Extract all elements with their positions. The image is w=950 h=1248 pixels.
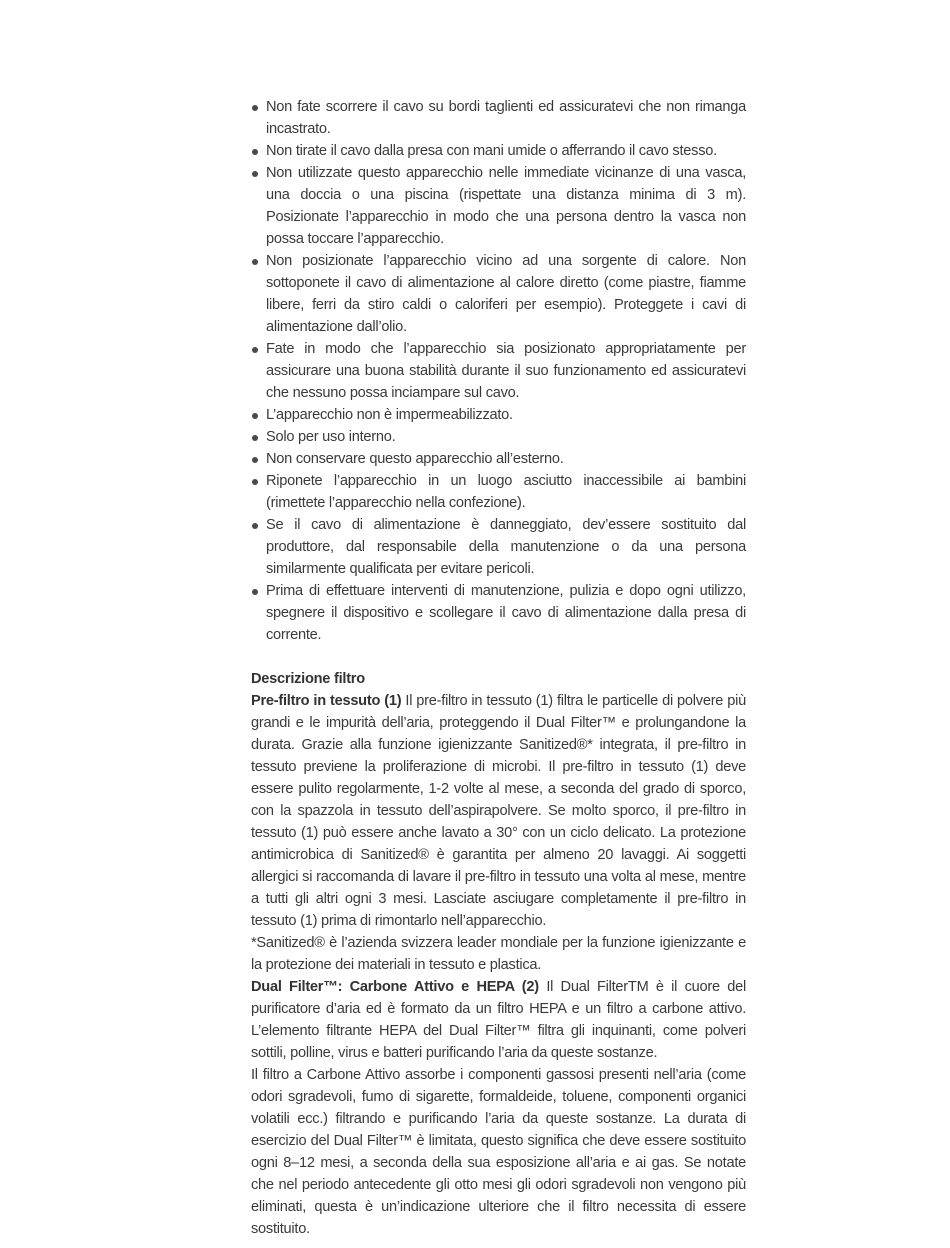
list-item xyxy=(251,404,746,426)
sanitized-footnote: *Sanitized® è l’azienda svizzera leader mondiale per la funzione igienizzante e la protezione dei materiali in tessuto e plastica. xyxy=(251,935,746,973)
dual-filter-heading: Dual Filter™: Carbone Attivo e HEPA (2) xyxy=(251,979,539,995)
list-item-text: L’apparecchio non è impermeabilizzato. xyxy=(266,407,513,423)
prefilter-heading: Pre-filtro in tessuto (1) xyxy=(251,693,402,709)
list-item xyxy=(251,514,746,580)
list-item xyxy=(251,580,746,646)
carbon-filter-paragraph: Il filtro a Carbone Attivo assorbe i componenti gassosi presenti nell’aria (come odori sgradevoli, fumo di sigarette, formaldeide, toluene, componenti organici volatili ecc.) filtrando e purificando l’aria da queste sostanze. La durata di esercizio del Dual Filter™ è limitata, questo significa che deve essere sostituito ogni 8–12 mesi, a seconda della sua esposizione all’aria e ai gas. Se notate che nel periodo antecedente gli otto mesi gli odori sgradevoli non vengono più eliminati, questa è un’indicazione ulteriore che il filtro necessita di essere sostituito. xyxy=(251,1067,746,1237)
bullet-icon xyxy=(252,347,258,353)
prefilter-text: Il pre-filtro in tessuto (1) filtra le particelle di polvere più grandi e le impurità dell’aria, proteggendo il Dual Filter™ e prolungandone la durata. Grazie alla funzione igienizzante Sanitized®* integrata, il pre-filtro in tessuto previene la proliferazione di microbi. Il pre-filtro in tessuto (1) deve essere pulito regolarmente, 1-2 volte al mese, a seconda del grado di sporco, con la spazzola in tessuto dell’aspirapolvere. Se molto sporco, il pre-filtro in tessuto (1) può essere anche lavato a 30° con un ciclo delicato. La protezione antimicrobica di Sanitized® è garantita per almeno 20 lavaggi. Ai soggetti allergici si raccomanda di lavare il pre-filtro in tessuto una volta al mese, mentre a tutti gli altri ogni 3 mesi. Lasciate asciugare completamente il pre-filtro in tessuto (1) prima di rimontarlo nell’apparecchio. xyxy=(251,693,746,929)
bullet-icon xyxy=(252,105,258,111)
list-item xyxy=(251,470,746,514)
list-item-text: Non fate scorrere il cavo su bordi taglienti ed assicuratevi che non rimanga incastrato. xyxy=(266,99,746,137)
list-item-text: Non conservare questo apparecchio all’esterno. xyxy=(266,451,564,467)
dual-filter-text: Il Dual FilterTM è il cuore del purificatore d’aria ed è formato da un filtro HEPA e un filtro a carbone attivo. L’elemento filtrante HEPA del Dual Filter™ filtra gli inquinanti, come polveri sottili, polline, virus e batteri purificando l’aria da queste sostanze. xyxy=(251,979,746,1061)
list-item-text: Non utilizzate questo apparecchio nelle immediate vicinanze di una vasca, una doccia o una piscina (rispettate una distanza minima di 3 m). Posizionate l’apparecchio in modo che una persona dentro la vasca non possa toccare l’apparecchio. xyxy=(266,165,746,247)
list-item-text: Non posizionate l’apparecchio vicino ad una sorgente di calore. Non sottoponete il cavo di alimentazione al calore diretto (come piastre, fiamme libere, ferri da stiro caldi o caloriferi per esempio). Proteggete i cavi di alimentazione dall’olio. xyxy=(266,253,746,335)
list-item xyxy=(251,250,746,338)
document-page xyxy=(251,96,746,1240)
list-item-text: Fate in modo che l’apparecchio sia posizionato appropriatamente per assicurare una buona stabilità durante il suo funzionamento ed assicuratevi che nessuno possa inciampare sul cavo. xyxy=(266,341,746,401)
list-item-text: Riponete l’apparecchio in un luogo asciutto inaccessibile ai bambini (rimettete l’apparecchio nella confezione). xyxy=(266,473,746,511)
bullet-icon xyxy=(252,457,258,463)
prefilter-paragraph xyxy=(251,690,746,932)
list-item xyxy=(251,426,746,448)
list-item-text: Solo per uso interno. xyxy=(266,429,396,445)
safety-bullet-list xyxy=(251,96,746,646)
list-item xyxy=(251,140,746,162)
bullet-icon xyxy=(252,149,258,155)
list-item xyxy=(251,448,746,470)
list-item-text: Se il cavo di alimentazione è danneggiato, dev’essere sostituito dal produttore, dal responsabile della manutenzione o da una persona similarmente qualificata per evitare pericoli. xyxy=(266,517,746,577)
list-item xyxy=(251,96,746,140)
bullet-icon xyxy=(252,171,258,177)
bullet-icon xyxy=(252,523,258,529)
section-spacer xyxy=(251,646,746,668)
list-item-text: Prima di effettuare interventi di manutenzione, pulizia e dopo ogni utilizzo, spegnere il dispositivo e scollegare il cavo di alimentazione dalla presa di corrente. xyxy=(266,583,746,643)
bullet-icon xyxy=(252,589,258,595)
bullet-icon xyxy=(252,435,258,441)
list-item xyxy=(251,338,746,404)
bullet-icon xyxy=(252,259,258,265)
list-item xyxy=(251,162,746,250)
section-title: Descrizione filtro xyxy=(251,671,365,687)
dual-filter-paragraph xyxy=(251,976,746,1064)
list-item-text: Non tirate il cavo dalla presa con mani umide o afferrando il cavo stesso. xyxy=(266,143,717,159)
bullet-icon xyxy=(252,413,258,419)
bullet-icon xyxy=(252,479,258,485)
